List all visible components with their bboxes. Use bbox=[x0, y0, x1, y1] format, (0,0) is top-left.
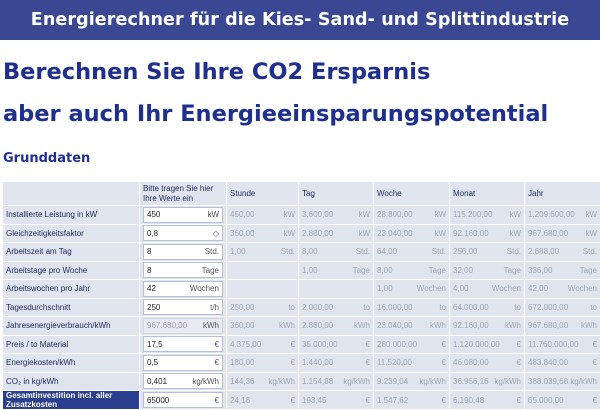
table-row bbox=[3, 224, 601, 243]
header-tag: Tag bbox=[299, 182, 374, 206]
value-input-field[interactable] bbox=[143, 244, 223, 260]
input-cell bbox=[140, 317, 227, 336]
calc-value: 1.547,62 bbox=[377, 395, 409, 405]
calc-cell-stunde bbox=[227, 391, 299, 410]
calc-cell-tag bbox=[299, 335, 374, 354]
calc-cell-tag bbox=[299, 224, 374, 243]
input-value: 450 bbox=[147, 210, 161, 220]
calc-unit: € bbox=[592, 358, 597, 368]
calc-cell-tag bbox=[299, 280, 374, 299]
calc-cell-jahr bbox=[525, 261, 601, 280]
calc-cell-woche bbox=[374, 335, 450, 354]
value-input-field[interactable] bbox=[143, 299, 223, 315]
calc-cell-monat bbox=[450, 280, 525, 299]
input-unit: € bbox=[214, 358, 219, 368]
row-label: Jahresenergieverbrauch/kWh bbox=[3, 317, 140, 336]
calc-cell-jahr bbox=[525, 354, 601, 373]
calc-unit: kg/kWh bbox=[343, 376, 370, 386]
calc-value: 483.840,00 bbox=[528, 358, 569, 368]
calc-cell-jahr bbox=[525, 206, 601, 225]
calc-unit: kW bbox=[358, 228, 370, 238]
calc-unit: kWh bbox=[354, 321, 370, 331]
input-cell bbox=[140, 298, 227, 317]
input-cell bbox=[140, 372, 227, 391]
calc-value: 360,00 bbox=[230, 321, 255, 331]
calc-value: 2.880,00 bbox=[302, 321, 334, 331]
calc-unit: € bbox=[516, 339, 521, 349]
calc-cell-monat bbox=[450, 391, 525, 410]
calc-cell-tag bbox=[299, 243, 374, 262]
calc-unit: to bbox=[439, 302, 446, 312]
calc-cell-tag bbox=[299, 206, 374, 225]
calc-cell-stunde bbox=[227, 335, 299, 354]
calc-value: 11.760.000,00 bbox=[528, 339, 579, 349]
input-unit: € bbox=[214, 395, 219, 405]
calc-cell-tag bbox=[299, 261, 374, 280]
calc-value: 2.880,00 bbox=[302, 228, 334, 238]
calc-value: 450,00 bbox=[230, 210, 255, 220]
calc-unit: € bbox=[441, 339, 446, 349]
calc-unit: kWh bbox=[279, 321, 295, 331]
calc-value: 16.000,00 bbox=[377, 302, 413, 312]
calc-unit: € bbox=[592, 395, 597, 405]
calc-cell-tag bbox=[299, 298, 374, 317]
calc-value: 9.239,04 bbox=[377, 376, 409, 386]
energy-calculator-table bbox=[2, 181, 601, 410]
table-row bbox=[3, 317, 601, 336]
input-cell bbox=[140, 261, 227, 280]
input-cell bbox=[140, 280, 227, 299]
calc-cell-woche bbox=[374, 372, 450, 391]
calc-unit: kg/kWh bbox=[570, 376, 597, 386]
calc-cell-monat bbox=[450, 298, 525, 317]
row-label: Energiekosten/kWh bbox=[3, 354, 140, 373]
input-value: 8 bbox=[147, 265, 152, 275]
table-header-row bbox=[3, 182, 601, 206]
calc-cell-monat bbox=[450, 372, 525, 391]
calc-unit: kW bbox=[434, 228, 446, 238]
calc-unit: € bbox=[365, 395, 370, 405]
table-row bbox=[3, 243, 601, 262]
table-row bbox=[3, 391, 601, 410]
calc-unit: Wochen bbox=[567, 284, 597, 294]
calc-value: 2.000,00 bbox=[302, 302, 334, 312]
calc-value: 46.080,00 bbox=[453, 358, 489, 368]
calc-value: 336,00 bbox=[528, 265, 553, 275]
table-row bbox=[3, 372, 601, 391]
calc-cell-stunde bbox=[227, 280, 299, 299]
input-value: 250 bbox=[147, 302, 161, 312]
calc-value: 35.000,00 bbox=[302, 339, 338, 349]
calc-unit: Tage bbox=[503, 265, 521, 275]
calc-unit: kW bbox=[283, 228, 295, 238]
calc-unit: to bbox=[514, 302, 521, 312]
header-monat: Monat bbox=[450, 182, 525, 206]
calc-cell-jahr bbox=[525, 298, 601, 317]
calc-cell-woche bbox=[374, 354, 450, 373]
calc-value: 36.956,16 bbox=[453, 376, 489, 386]
table-row bbox=[3, 280, 601, 299]
calc-value: 8,00 bbox=[377, 265, 393, 275]
calc-unit: kW bbox=[283, 210, 295, 220]
calc-unit: kW bbox=[585, 210, 597, 220]
calc-cell-jahr bbox=[525, 372, 601, 391]
calc-unit: kWh bbox=[430, 321, 446, 331]
calc-unit: Std. bbox=[355, 247, 370, 257]
row-label: Arbeitszeit am Tag bbox=[3, 243, 140, 262]
input-unit: kg/kWh bbox=[192, 376, 219, 386]
calc-value: 24,18 bbox=[230, 395, 251, 405]
calc-cell-stunde bbox=[227, 224, 299, 243]
value-input-field[interactable] bbox=[143, 392, 223, 408]
calc-value: 672.000,00 bbox=[528, 302, 569, 312]
calc-value: 92.160,00 bbox=[453, 321, 489, 331]
calc-value: 3.600,00 bbox=[302, 210, 334, 220]
calc-unit: € bbox=[516, 395, 521, 405]
calc-value: 11.520,00 bbox=[377, 358, 412, 368]
row-label: Gesamtinvestition incl. aller Zusatzkosten bbox=[3, 391, 140, 410]
calc-unit: € bbox=[290, 358, 295, 368]
input-unit: Tage bbox=[201, 265, 219, 275]
calc-unit: Std. bbox=[280, 247, 295, 257]
calc-unit: € bbox=[290, 339, 295, 349]
input-cell bbox=[140, 391, 227, 410]
calc-cell-woche bbox=[374, 298, 450, 317]
calc-cell-woche bbox=[374, 224, 450, 243]
header-label-column bbox=[3, 182, 140, 206]
calc-value: 6.190,48 bbox=[453, 395, 485, 405]
calc-value: 32,00 bbox=[453, 265, 474, 275]
calc-unit: kg/kWh bbox=[494, 376, 521, 386]
calc-unit: € bbox=[290, 395, 295, 405]
calc-cell-woche bbox=[374, 206, 450, 225]
calc-unit: € bbox=[365, 339, 370, 349]
calc-cell-stunde bbox=[227, 317, 299, 336]
calc-cell-tag bbox=[299, 391, 374, 410]
calc-value: 144,36 bbox=[230, 376, 255, 386]
calc-value: 64,00 bbox=[377, 247, 398, 257]
calc-cell-jahr bbox=[525, 391, 601, 410]
calc-unit: kW bbox=[509, 210, 521, 220]
input-value: 0,8 bbox=[147, 228, 159, 238]
input-cell bbox=[140, 206, 227, 225]
input-cell bbox=[140, 354, 227, 373]
calc-unit: kW bbox=[358, 210, 370, 220]
calc-value: 23.040,00 bbox=[377, 228, 413, 238]
calc-cell-stunde bbox=[227, 354, 299, 373]
input-value: 0,401 bbox=[147, 376, 168, 386]
calc-value: 4,00 bbox=[453, 284, 469, 294]
calc-unit: € bbox=[592, 339, 597, 349]
input-value: 967.680,00 bbox=[147, 321, 188, 331]
calc-cell-tag bbox=[299, 354, 374, 373]
calc-unit: Std. bbox=[431, 247, 446, 257]
calc-unit: € bbox=[441, 395, 446, 405]
input-cell bbox=[140, 243, 227, 262]
calc-cell-monat bbox=[450, 224, 525, 243]
calc-unit: Std. bbox=[582, 247, 597, 257]
calc-value: 360,00 bbox=[230, 228, 255, 238]
table-row bbox=[3, 261, 601, 280]
input-unit: Wochen bbox=[189, 284, 219, 294]
calc-value: 256,00 bbox=[453, 247, 478, 257]
input-unit: kWh bbox=[203, 321, 219, 331]
calc-value: 1.209.600,00 bbox=[528, 210, 575, 220]
calc-unit: € bbox=[365, 358, 370, 368]
value-input-field[interactable] bbox=[143, 225, 223, 241]
calc-unit: Tage bbox=[579, 265, 597, 275]
calc-cell-stunde bbox=[227, 298, 299, 317]
calc-unit: to bbox=[363, 302, 370, 312]
input-value: 17,5 bbox=[147, 339, 163, 349]
calc-cell-monat bbox=[450, 354, 525, 373]
calc-value: 64.000,00 bbox=[453, 302, 489, 312]
calc-value: 28.800,00 bbox=[377, 210, 413, 220]
calc-value: 115.200,00 bbox=[453, 210, 493, 220]
calc-value: 967.680,00 bbox=[528, 228, 569, 238]
calc-unit: kWh bbox=[505, 321, 521, 331]
calc-cell-jahr bbox=[525, 243, 601, 262]
table-row bbox=[3, 335, 601, 354]
calc-unit: Tage bbox=[352, 265, 370, 275]
row-label: Installierte Leistung in kW bbox=[3, 206, 140, 225]
calc-unit: kW bbox=[585, 228, 597, 238]
calc-unit: Wochen bbox=[416, 284, 446, 294]
calc-value: 250,00 bbox=[230, 302, 255, 312]
calc-cell-monat bbox=[450, 261, 525, 280]
header-jahr: Jahr bbox=[525, 182, 601, 206]
value-input-field[interactable] bbox=[143, 355, 223, 371]
calc-value: 4.375,00 bbox=[230, 339, 262, 349]
calc-unit: kWh bbox=[581, 321, 597, 331]
row-label: Preis / to Material bbox=[3, 335, 140, 354]
calc-unit: to bbox=[288, 302, 295, 312]
row-label: CO₂ in kg/kWh bbox=[3, 372, 140, 391]
value-input-field[interactable] bbox=[143, 373, 223, 389]
calc-unit: Std. bbox=[506, 247, 521, 257]
header-stunde: Stunde bbox=[227, 182, 299, 206]
calc-cell-woche bbox=[374, 391, 450, 410]
calc-cell-woche bbox=[374, 317, 450, 336]
calc-value: 23.040,00 bbox=[377, 321, 413, 331]
app-banner: Energierechner für die Kies- Sand- und Splittindustrie bbox=[0, 0, 600, 40]
calc-unit: kg/kWh bbox=[268, 376, 295, 386]
calc-value: 2.688,00 bbox=[528, 247, 560, 257]
calc-value: 388.039,68 bbox=[528, 376, 569, 386]
calc-cell-jahr bbox=[525, 335, 601, 354]
calc-cell-woche bbox=[374, 243, 450, 262]
input-cell bbox=[140, 335, 227, 354]
input-value: 65000 bbox=[147, 395, 170, 405]
calc-unit: kW bbox=[509, 228, 521, 238]
calc-value: 92.160,00 bbox=[453, 228, 489, 238]
calc-cell-stunde bbox=[227, 372, 299, 391]
calc-value: 1.154,88 bbox=[302, 376, 334, 386]
headline-energy-potential: aber auch Ihr Energieeinsparungspotential bbox=[3, 101, 549, 127]
readonly-value-field bbox=[143, 318, 223, 334]
calc-value: 1.440,00 bbox=[302, 358, 334, 368]
calc-unit: Wochen bbox=[491, 284, 521, 294]
calc-cell-stunde bbox=[227, 206, 299, 225]
value-input-field[interactable] bbox=[143, 281, 223, 297]
calc-cell-tag bbox=[299, 372, 374, 391]
calc-cell-jahr bbox=[525, 317, 601, 336]
calc-cell-jahr bbox=[525, 224, 601, 243]
calc-unit: Tage bbox=[428, 265, 446, 275]
row-label: Arbeitstage pro Woche bbox=[3, 261, 140, 280]
row-label: Gleichzeitigkeitsfaktor bbox=[3, 224, 140, 243]
calc-cell-jahr bbox=[525, 280, 601, 299]
calc-value: 1,00 bbox=[377, 284, 393, 294]
calc-cell-stunde bbox=[227, 243, 299, 262]
calc-value: 65.000,00 bbox=[528, 395, 564, 405]
value-input-field[interactable] bbox=[143, 207, 223, 223]
calc-unit: kW bbox=[434, 210, 446, 220]
headline-co2-savings: Berechnen Sie Ihre CO2 Ersparnis bbox=[3, 59, 431, 85]
value-input-field[interactable] bbox=[143, 262, 223, 278]
section-title-grunddaten: Grunddaten bbox=[3, 151, 91, 166]
row-label: Arbeitswochen pro Jahr bbox=[3, 280, 140, 299]
input-value: 8 bbox=[147, 247, 152, 257]
input-unit: ◇ bbox=[212, 228, 219, 238]
calc-cell-monat bbox=[450, 206, 525, 225]
input-unit: € bbox=[214, 339, 219, 349]
input-value: 0,5 bbox=[147, 358, 159, 368]
header-input-column: Bitte tragen Sie hier Ihre Werte ein bbox=[140, 182, 227, 206]
value-input-field[interactable] bbox=[143, 336, 223, 352]
calc-value: 180,00 bbox=[230, 358, 255, 368]
calc-value: 1.120.000,00 bbox=[453, 339, 500, 349]
calc-value: 967.680,00 bbox=[528, 321, 569, 331]
table-row bbox=[3, 298, 601, 317]
input-cell bbox=[140, 224, 227, 243]
calc-value: 280.000,00 bbox=[377, 339, 418, 349]
table-row bbox=[3, 354, 601, 373]
calc-value: 8,00 bbox=[302, 247, 318, 257]
calc-cell-tag bbox=[299, 317, 374, 336]
calc-value: 42,00 bbox=[528, 284, 549, 294]
calc-value: 1,00 bbox=[230, 247, 246, 257]
calc-unit: to bbox=[590, 302, 597, 312]
calc-cell-woche bbox=[374, 261, 450, 280]
calc-cell-stunde bbox=[227, 261, 299, 280]
input-value: 42 bbox=[147, 284, 156, 294]
calc-cell-monat bbox=[450, 317, 525, 336]
input-unit: Std. bbox=[204, 247, 219, 257]
table-row bbox=[3, 206, 601, 225]
calc-unit: kg/kWh bbox=[419, 376, 446, 386]
calc-cell-monat bbox=[450, 335, 525, 354]
calc-value: 1,00 bbox=[302, 265, 318, 275]
calc-unit: € bbox=[516, 358, 521, 368]
input-unit: kW bbox=[207, 210, 219, 220]
input-unit: t/h bbox=[210, 302, 219, 312]
calc-value: 193,45 bbox=[302, 395, 327, 405]
calc-cell-woche bbox=[374, 280, 450, 299]
calc-cell-monat bbox=[450, 243, 525, 262]
header-woche: Woche bbox=[374, 182, 450, 206]
row-label: Tagesdurchschnitt bbox=[3, 298, 140, 317]
calc-unit: € bbox=[441, 358, 446, 368]
